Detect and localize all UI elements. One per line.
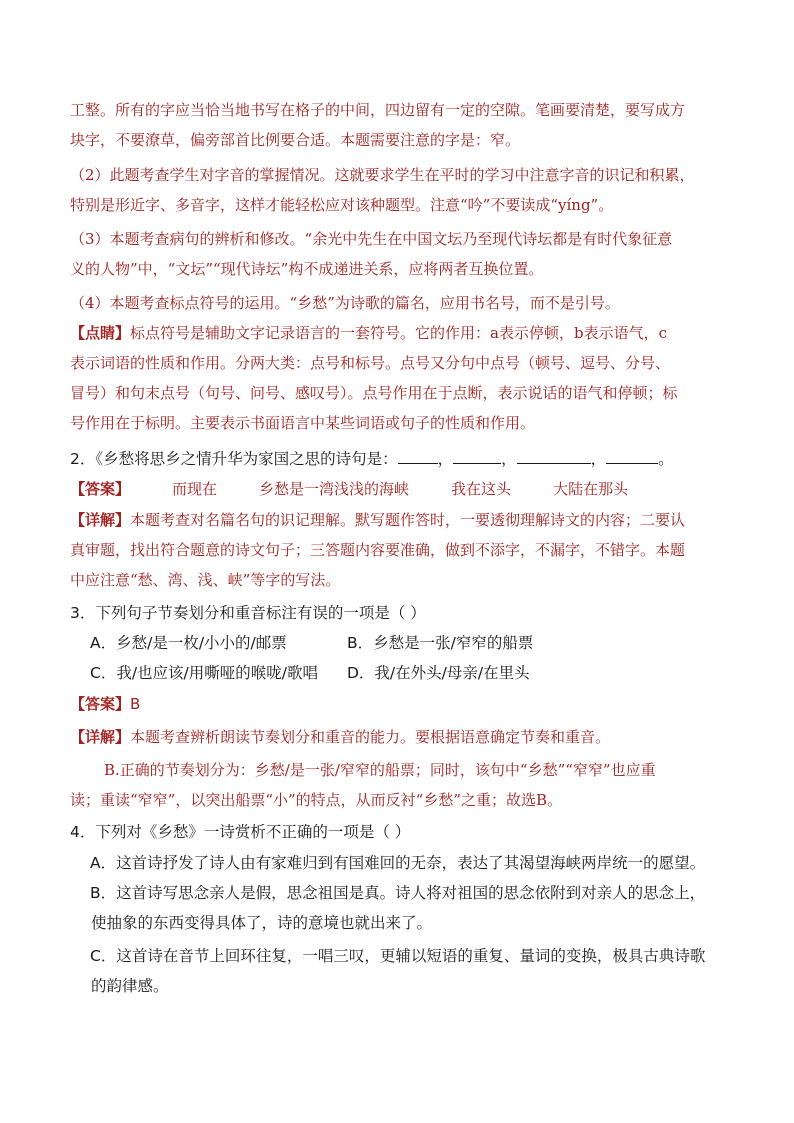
separator: ，	[501, 450, 517, 468]
answer-tag: 【答案】	[70, 695, 131, 713]
question-2-text: 2．《乡愁将思乡之情升华为家国之思的诗句是：	[70, 450, 398, 468]
tip-line: 冒号）和句末点号（句号、问号、感叹号）。点号作用在于点断，表示说话的语气和停顿；标	[70, 384, 678, 402]
option-b: B．这首诗写思念亲人是假，思念祖国是真。诗人将对祖国的思念依附到对亲人的思念上，	[90, 884, 706, 902]
tip-tag: 【点睛】	[70, 324, 131, 342]
tip-line: 表示词语的性质和作用。分两大类：点号和标号。点号又分句中点号（顿号、逗号、分号、	[70, 354, 671, 372]
answer-item: 乡愁是一湾浅浅的海峡	[259, 480, 410, 498]
detail-2-line	[70, 509, 685, 531]
detail-3-line	[70, 726, 610, 748]
option-c: C．这首诗在音节上回环往复，一唱三叹，更辅以短语的重复、量词的变换，极具古典诗歌	[90, 947, 706, 965]
detail-text: 本题考查对名篇名句的识记理解。默写题作答时，一要透彻理解诗文的内容；二要认	[130, 511, 686, 529]
answer-blank	[453, 449, 501, 464]
option-a: A．乡愁/是一枚/小小的/邮票	[90, 634, 287, 652]
option-c-continued: 的韵律感。	[91, 977, 169, 995]
detail-3-line: B.正确的节奏划分为：乡愁/是一张/窄窄的船票；同时，该句中“乡愁”“窄窄”也应重	[104, 761, 656, 779]
analysis-line: 工整。所有的字应当恰当地书写在格子的中间，四边留有一定的空隙。笔画要清楚，要写成方	[70, 101, 686, 119]
analysis-line: 义的人物”中，“文坛”“现代诗坛”构不成递进关系，应将两者互换位置。	[70, 260, 544, 278]
question-2	[70, 448, 674, 470]
option-c: C．我/也应该/用嘶哑的喉咙/歌唱	[90, 664, 318, 682]
option-d: D．我/在外头/母亲/在里头	[347, 664, 530, 682]
period: 。	[658, 450, 674, 468]
answer-item: 而现在	[172, 480, 218, 498]
detail-tag: 【详解】	[70, 511, 131, 529]
answer-item: 我在这头	[451, 480, 512, 498]
answer-blank	[606, 449, 658, 464]
answer-3	[70, 693, 140, 715]
detail-2-line: 中应注意“愁、湾、浅、峡”等字的写法。	[70, 571, 341, 589]
detail-3-line: 读；重读“窄窄”，以突出船票“小”的特点，从而反衬“乡愁”之重；故选B。	[70, 791, 563, 809]
tip-text: 标点符号是辅助文字记录语言的一套符号。它的作用：a表示停顿，b表示语气，c	[130, 324, 667, 342]
answer-tag: 【答案】	[70, 480, 131, 498]
answer-blank	[398, 449, 438, 464]
separator: ，	[590, 450, 607, 468]
analysis-line: 块字，不要潦草，偏旁部首比例要合适。本题需要注意的字是：窄。	[70, 131, 521, 149]
option-b-continued: 使抽象的东西变得具体了，诗的意境也就出来了。	[91, 914, 433, 932]
option-b: B．乡愁是一张/窄窄的船票	[347, 634, 534, 652]
answer-2	[70, 478, 628, 500]
option-a: A．这首诗抒发了诗人由有家难归到有国难回的无奈，表达了其渴望海峡两岸统一的愿望。	[90, 854, 706, 872]
tip-line	[70, 322, 667, 344]
question-3: 3．下列句子节奏划分和重音标注有误的一项是（ ）	[70, 604, 426, 622]
tip-line: 号作用在于标明。主要表示书面语言中某些词语或句子的性质和作用。	[70, 414, 536, 432]
analysis-line: （3）本题考查病句的辨析和修改。“余光中先生在中国文坛乃至现代诗坛都是有时代象征意	[70, 230, 673, 248]
detail-2-line: 真审题，找出符合题意的诗文句子；三答题内容要准确，做到不添字，不漏字，不错字。本题	[70, 541, 686, 559]
analysis-line: （2）此题考查学生对字音的掌握情况。这就要求学生在平时的学习中注意字音的识记和积累，	[70, 166, 695, 184]
question-4: 4．下列对《乡愁》一诗赏析不正确的一项是（ ）	[70, 823, 411, 841]
answer-value: B	[130, 695, 141, 713]
answer-item: 大陆在那头	[553, 480, 629, 498]
detail-text: 本题考查辨析朗读节奏划分和重音的能力。要根据语意确定节奏和重音。	[130, 728, 611, 746]
answer-blank	[517, 449, 591, 464]
detail-tag: 【详解】	[70, 728, 131, 746]
analysis-line: 特别是形近字、多音字，这样才能轻松应对该种题型。注意“吟”不要读成“yíng”。	[70, 196, 614, 214]
analysis-line: （4）本题考查标点符号的运用。“乡愁”为诗歌的篇名，应用书名号，而不是引号。	[70, 294, 620, 312]
separator: ，	[437, 450, 454, 468]
